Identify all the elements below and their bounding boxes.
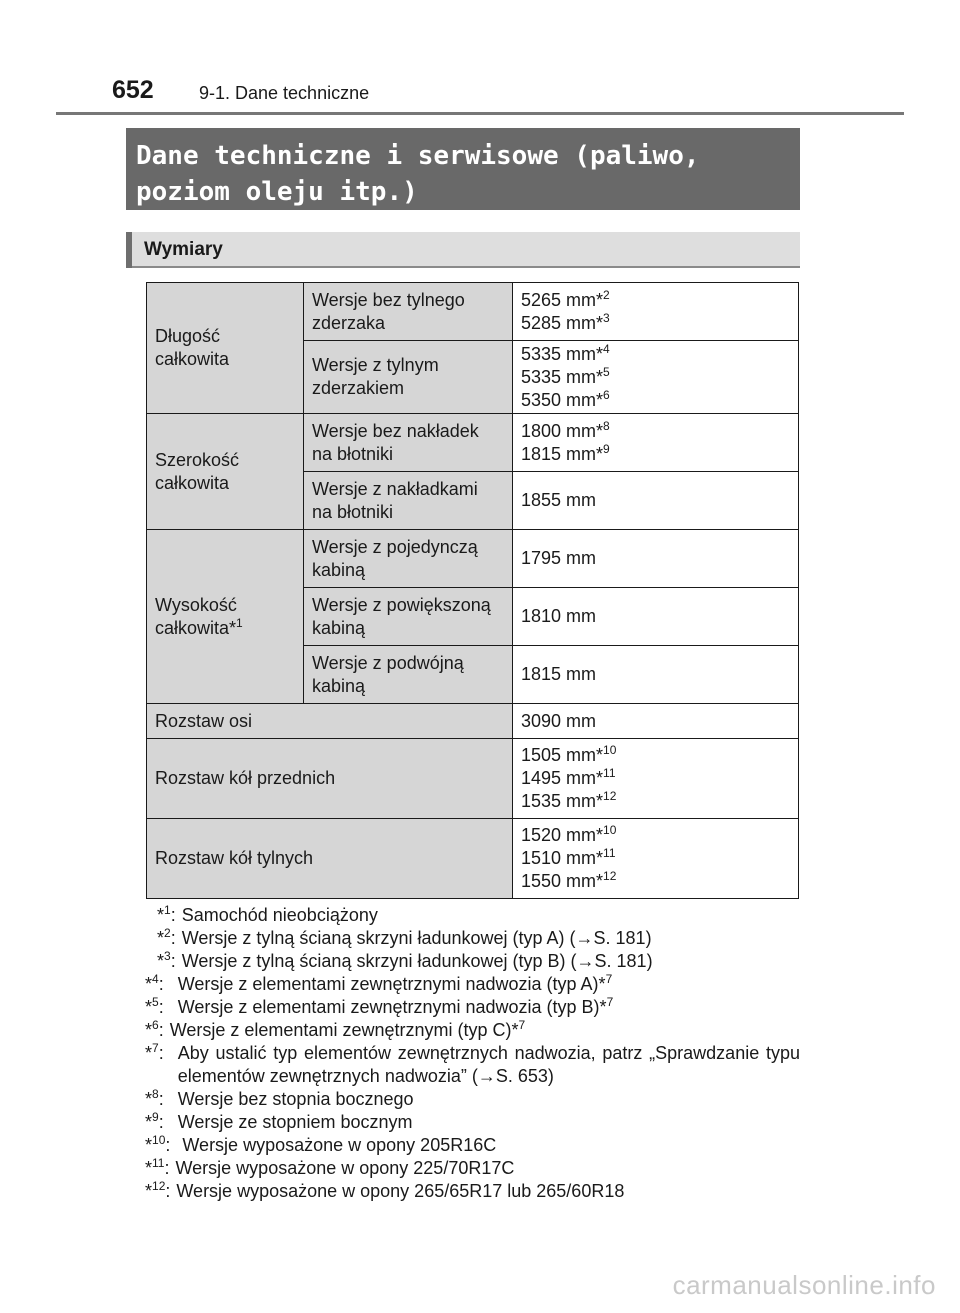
variant-label: Wersje z pojedynczą kabiną	[304, 530, 513, 588]
value-cell: 1855 mm	[513, 472, 799, 530]
value-text: 5285 mm*	[521, 312, 604, 333]
row-label: Rozstaw kół tylnych	[147, 819, 513, 899]
value-text: 5335 mm*	[521, 366, 604, 387]
footnote-text: Wersje z elementami zewnętrznymi nadwozia (typ A)*$^7$	[177, 972, 613, 994]
variant-label: Wersje z tylnym zderzakiem	[304, 341, 513, 414]
row-label: Szerokość całkowita	[147, 414, 304, 530]
subsection-bar	[126, 232, 132, 268]
value-cell: 1815 mm	[513, 646, 799, 704]
variant-label: Wersje z podwójną kabiną	[304, 646, 513, 704]
row-label-line: Wysokość	[155, 594, 237, 615]
row-label: Rozstaw kół przednich	[147, 739, 513, 819]
footnote-text: Wersje wyposażone w opony 265/65R17 lub 265/60R18	[176, 1181, 625, 1201]
page-number: 652	[112, 76, 154, 104]
footnote	[145, 927, 800, 950]
value-cell	[513, 341, 799, 414]
footnote-mark: *$^4$:	[145, 972, 164, 994]
value-text: 1495 mm*	[521, 768, 604, 788]
footnote-text: Wersje bez stopnia bocznego	[177, 1089, 414, 1109]
value-cell	[513, 819, 799, 899]
footnote-ref: 10	[603, 743, 617, 757]
value-cell	[513, 414, 799, 472]
footnote-mark: *$^2$:	[157, 926, 176, 948]
row-label: Rozstaw osi	[147, 704, 513, 739]
footnote	[145, 1180, 800, 1203]
footnote	[145, 1042, 800, 1088]
value-text: 5350 mm*	[521, 389, 604, 410]
footnote-mark: *$^6$:	[145, 1018, 164, 1040]
footnote-text: Wersje wyposażone w opony 225/70R17C	[175, 1158, 515, 1178]
footnote-ref: 8	[603, 418, 610, 433]
footnote-ref: 5	[603, 364, 610, 379]
dimensions-table	[146, 282, 799, 899]
table-row	[147, 530, 799, 588]
value-text: 1520 mm*	[521, 825, 604, 845]
footnote	[145, 1088, 800, 1111]
footnote-mark: *$^1$:	[157, 903, 176, 925]
footnotes	[145, 904, 800, 1203]
footnote	[145, 1134, 800, 1157]
footnote	[145, 996, 800, 1019]
footnote-text: Wersje z elementami zewnętrznymi nadwozia (typ B)*$^7$	[177, 995, 614, 1017]
footnote-ref: 6	[603, 387, 610, 402]
value-text: 1535 mm*	[521, 791, 604, 811]
value-text: 1550 mm*	[521, 871, 604, 891]
footnote-mark: *$^3$:	[157, 949, 176, 971]
watermark: carmanualsonline.info	[672, 1270, 936, 1300]
footnote-ref: 2	[603, 287, 610, 302]
footnote-ref: 1	[236, 615, 243, 630]
value-cell: 1810 mm	[513, 588, 799, 646]
row-label	[147, 530, 304, 704]
footnote	[145, 950, 800, 973]
value-cell: 1795 mm	[513, 530, 799, 588]
variant-label: Wersje z nakładkami na błotniki	[304, 472, 513, 530]
footnote-text: Wersje wyposażone w opony 205R16C	[182, 1135, 497, 1155]
footnote-mark: *$^{11}$:	[145, 1156, 170, 1178]
value-cell	[513, 283, 799, 341]
table-row	[147, 414, 799, 472]
page-title: Dane techniczne i serwisowe (paliwo, poziom oleju itp.)	[126, 128, 800, 210]
footnote-mark: *$^{10}$:	[145, 1133, 171, 1155]
variant-label: Wersje bez nakładek na błotniki	[304, 414, 513, 472]
value-text: 1505 mm*	[521, 745, 604, 765]
footnote-text: Aby ustalić typ elementów zewnętrznych nadwozia, patrz „Sprawdzanie typu elementów zewnętrznych nadwozia” (→S. 653)	[177, 1043, 800, 1086]
header-rule	[56, 112, 904, 115]
footnote-mark: *$^9$:	[145, 1110, 164, 1132]
row-label: Długość całkowita	[147, 283, 304, 414]
footnote-ref: 3	[603, 310, 610, 325]
value-text: 1510 mm*	[521, 848, 604, 868]
footnote-ref: 10	[603, 823, 617, 837]
value-text: 1800 mm*	[521, 420, 604, 441]
footnote	[145, 973, 800, 996]
value-text: 5265 mm*	[521, 289, 604, 310]
footnote-ref: 4	[603, 341, 610, 356]
footnote	[145, 1019, 800, 1042]
footnote-mark: *$^5$:	[145, 995, 164, 1017]
subsection-title: Wymiary	[144, 239, 223, 260]
footnote-ref: 12	[603, 789, 617, 803]
footnote	[145, 904, 800, 927]
footnote-text: Wersje ze stopniem bocznym	[177, 1112, 413, 1132]
value-cell	[513, 739, 799, 819]
value-text: 1815 mm*	[521, 443, 604, 464]
footnote	[145, 1111, 800, 1134]
footnote-ref: 11	[603, 766, 616, 780]
footnote-text: Samochód nieobciążony	[181, 905, 378, 925]
footnote-text: Wersje z tylną ścianą skrzyni ładunkowej (typ A) (→S. 181)	[181, 928, 652, 948]
footnote-ref: 11	[603, 846, 616, 860]
footnote-mark: *$^{12}$:	[145, 1179, 171, 1201]
value-cell: 3090 mm	[513, 704, 799, 739]
footnote-text: Wersje z tylną ścianą skrzyni ładunkowej (typ B) (→S. 181)	[181, 951, 653, 971]
page-header	[112, 76, 904, 116]
footnote-ref: 12	[603, 869, 617, 883]
section-name: 9-1. Dane techniczne	[199, 83, 370, 103]
table-row	[147, 739, 799, 819]
footnote-ref: 9	[603, 441, 610, 456]
subsection-heading	[126, 232, 800, 268]
table-row	[147, 704, 799, 739]
variant-label: Wersje bez tylnego zderzaka	[304, 283, 513, 341]
row-label-line: całkowita*	[155, 617, 237, 638]
footnote-text: Wersje z elementami zewnętrznymi (typ C)*$^7$	[169, 1018, 526, 1040]
table-row	[147, 283, 799, 341]
variant-label: Wersje z powiększoną kabiną	[304, 588, 513, 646]
footnote-mark: *$^7$:	[145, 1041, 164, 1063]
footnote-mark: *$^8$:	[145, 1087, 164, 1109]
table-row	[147, 819, 799, 899]
value-text: 5335 mm*	[521, 343, 604, 364]
footnote	[145, 1157, 800, 1180]
